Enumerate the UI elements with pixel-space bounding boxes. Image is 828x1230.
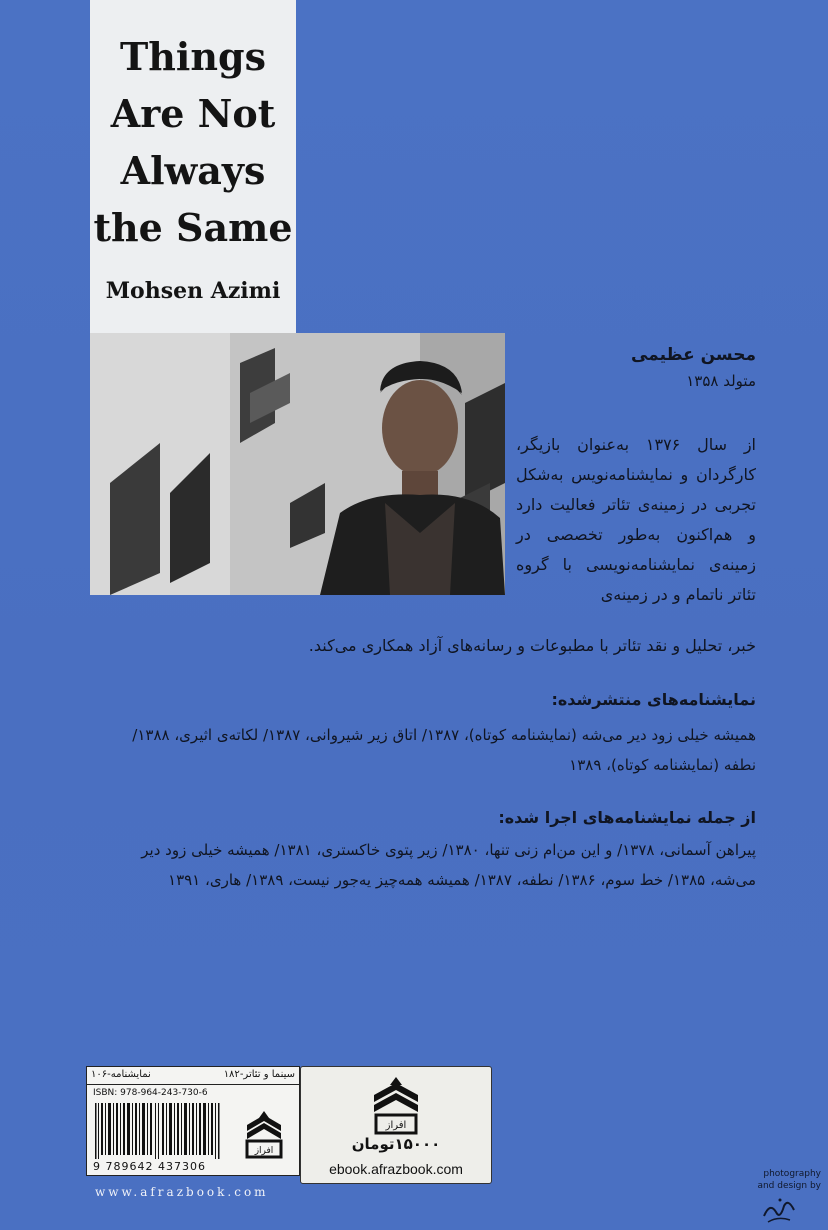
author-biography-continued: خبر، تحلیل و نقد تئاتر با مطبوعات و رسانه‌های آزاد همکاری می‌کند.: [308, 636, 756, 655]
publisher-logo-small-text: افراز: [254, 1146, 274, 1156]
title-panel: [90, 0, 296, 333]
series-row: [87, 1067, 299, 1085]
performed-plays-list: پیراهن آسمانی، ۱۳۷۸/ و این من‌ام زنی تنها، ۱۳۸۰/ زیر پتوی خاکستری، ۱۳۸۱/ همیشه خیلی زود دیر می‌شه، ۱۳۸۵/ خط سوم، ۱۳۸۶/ نطفه، ۱۳۸۷/ همیشه همه‌چیز یه‌جور نیست، ۱۳۸۹/ هاری، ۱۳۹۱: [141, 841, 756, 889]
published-plays-heading: نمایشنامه‌های منتشرشده:: [551, 690, 756, 709]
series-plays: نمایشنامه-۱۰۶: [91, 1069, 151, 1080]
title-line-3: Always: [120, 148, 266, 193]
performed-plays-heading: از جمله نمایشنامه‌های اجرا شده:: [498, 808, 756, 827]
isbn-barcode-label: [86, 1066, 300, 1176]
author-name-persian: محسن عظیمی: [630, 345, 756, 365]
isbn-text: ISBN: 978-964-243-730-6: [93, 1088, 208, 1098]
title-line-2: Are Not: [110, 91, 276, 136]
published-plays-list: همیشه خیلی زود دیر می‌شه (نمایشنامه کوتاه)، ۱۳۸۷/ اتاق زیر شیروانی، ۱۳۸۷/ لکاته‌ی اثیری، ۱۳۸۸/ نطفه (نمایشنامه کوتاه)، ۱۳۸۹: [132, 726, 756, 774]
series-cinema-theatre: سینما و تئاتر-۱۸۲: [223, 1069, 295, 1080]
title-line-4: the Same: [93, 205, 293, 250]
author-photo: [90, 333, 505, 595]
price-sticker: [300, 1066, 492, 1184]
price-amount: ۱۵۰۰۰تومان: [351, 1135, 441, 1153]
barcode-number: 9 789642 437306: [93, 1160, 206, 1173]
author-birth-year: متولد ۱۳۵۸: [686, 372, 756, 390]
credit-line-design: and design by: [757, 1181, 821, 1191]
publisher-logo: [366, 1075, 426, 1139]
design-credit: [735, 1168, 821, 1192]
credit-line-photography: photography: [763, 1169, 821, 1179]
publisher-logo-small: [239, 1109, 289, 1163]
author-name-english: Mohsen Azimi: [105, 278, 281, 304]
publisher-website: www.afrazbook.com: [95, 1185, 269, 1199]
author-biography: از سال ۱۳۷۶ به‌عنوان بازیگر، کارگردان و نمایشنامه‌نویس به‌شکل تجربی در زمینه‌ی تئاتر فعالیت دارد و هم‌اکنون به‌طور تخصصی در زمینه‌ی نمایشنامه‌نویسی با گروه تئاتر ناتمام و در زمینه‌ی: [516, 435, 756, 604]
ebook-url: ebook.afrazbook.com: [329, 1161, 463, 1177]
designer-signature: [760, 1194, 800, 1230]
publisher-logo-text: افراز: [385, 1120, 407, 1131]
barcode-bars: [93, 1103, 233, 1163]
title-line-1: Things: [120, 34, 266, 79]
